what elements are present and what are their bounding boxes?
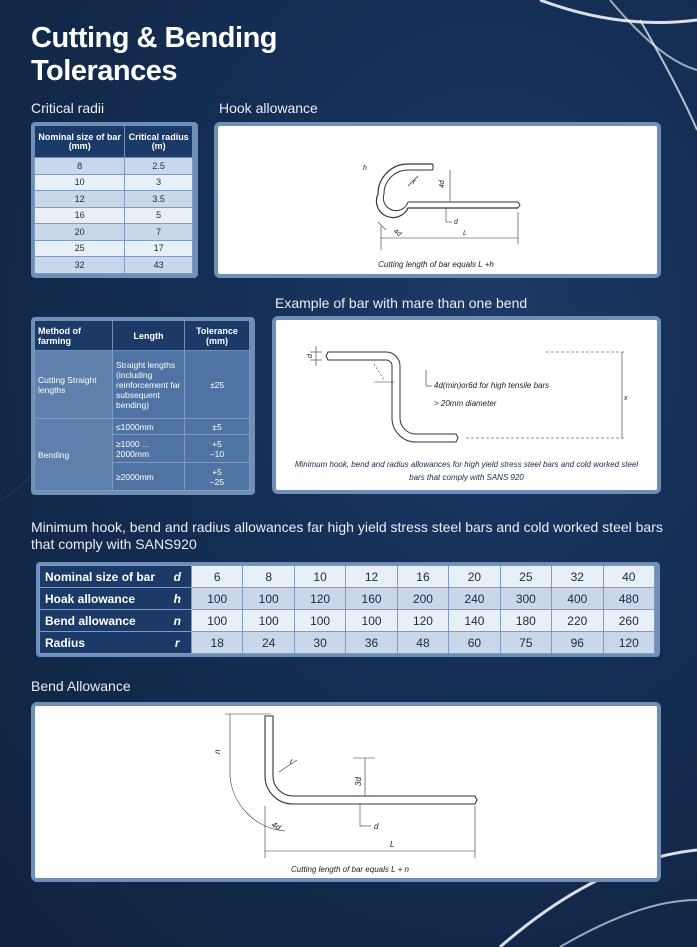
tol-bending-tol-3a: +5 xyxy=(212,466,222,477)
table-row xyxy=(35,191,193,208)
allowance-cell: 75 xyxy=(500,632,551,654)
title-line-1: Cutting & Bending xyxy=(31,22,278,54)
allowance-cell: 20 xyxy=(449,566,500,588)
radii-cell-size: 8 xyxy=(35,158,125,175)
allowance-cell: 25 xyxy=(500,566,551,588)
radii-cell-radius: 3 xyxy=(125,174,193,191)
allowance-cell: 160 xyxy=(346,588,397,610)
table-row xyxy=(35,207,193,224)
allowance-row-symbol: d xyxy=(164,566,192,588)
bend-allowance-diagram xyxy=(35,706,657,878)
tol-row-bending-1 xyxy=(35,419,250,435)
page-title xyxy=(31,22,351,88)
allowance-cell: 480 xyxy=(603,588,655,610)
allowance-cell: 96 xyxy=(552,632,603,654)
allowance-row-label: Nominal size of bar xyxy=(40,566,164,588)
allowance-cell: 260 xyxy=(603,610,655,632)
tol-bending-tol-3 xyxy=(185,463,250,491)
allowance-cell: 48 xyxy=(397,632,448,654)
radii-cell-radius: 7 xyxy=(125,224,193,241)
bend-dim-4d: 4d xyxy=(270,819,283,833)
hook-dim-d: d xyxy=(454,219,458,226)
bend-caption: Cutting length of bar equals L + n xyxy=(291,865,409,874)
allowance-cell: 16 xyxy=(397,566,448,588)
hook-dim-4d-b: 4d xyxy=(391,227,403,239)
allowance-cell: 24 xyxy=(243,632,294,654)
allowance-cell: 40 xyxy=(603,566,655,588)
tol-bending-tol-2 xyxy=(185,435,250,463)
hook-allowance-panel xyxy=(214,122,661,278)
tol-header-length: Length xyxy=(113,321,185,351)
table-row xyxy=(35,257,193,274)
allowance-cell: 200 xyxy=(397,588,448,610)
tol-header-method: Method of farming xyxy=(35,321,113,351)
hook-caption: Cutting length of bar equals L +h xyxy=(378,260,494,269)
tol-header-tolerance: Tolerance (mm) xyxy=(185,321,250,351)
radii-cell-size: 10 xyxy=(35,174,125,191)
radii-cell-radius: 5 xyxy=(125,207,193,224)
tol-bending-label: Bending xyxy=(35,419,113,491)
tol-cutting-label: Cutting Straight lengths xyxy=(35,351,113,419)
table-row xyxy=(40,588,655,610)
table-row xyxy=(35,224,193,241)
table-row xyxy=(40,632,655,654)
allowance-row-symbol: h xyxy=(164,588,192,610)
radii-cell-size: 25 xyxy=(35,240,125,257)
table-row xyxy=(40,610,655,632)
allowance-cell: 12 xyxy=(346,566,397,588)
tol-row-cutting xyxy=(35,351,250,419)
allowance-section-label: Minimum hook, bend and radius allowances far high yield stress steel bars and cold worked steel bars that comply with SANS920 xyxy=(31,519,663,552)
radii-header-size: Nominal size of bar (mm) xyxy=(35,126,125,158)
allowance-cell: 32 xyxy=(552,566,603,588)
radii-cell-size: 32 xyxy=(35,257,125,274)
allowance-row-label: Bend allowance xyxy=(40,610,164,632)
multi-bend-label: Example of bar with mare than one bend xyxy=(275,295,528,311)
radii-cell-size: 16 xyxy=(35,207,125,224)
tol-bending-tol-2a: +5 xyxy=(212,438,222,449)
allowance-cell: 60 xyxy=(449,632,500,654)
multi-bend-panel xyxy=(272,316,661,494)
allowance-cell: 100 xyxy=(243,588,294,610)
bend-dim-L: L xyxy=(390,840,395,849)
tol-bending-length-3: ≥2000mm xyxy=(113,463,185,491)
tolerance-table xyxy=(34,320,250,491)
hook-dim-L: L xyxy=(463,230,467,237)
allowance-cell: 120 xyxy=(294,588,345,610)
multi-note-2: > 20mm diameter xyxy=(434,399,497,408)
allowance-cell: 240 xyxy=(449,588,500,610)
table-row xyxy=(35,158,193,175)
multi-note-1: 4d(min)or6d for high tensile bars xyxy=(434,381,550,390)
allowance-cell: 100 xyxy=(243,610,294,632)
tolerance-panel xyxy=(31,317,255,495)
tol-bending-length-1: ≤1000mm xyxy=(113,419,185,435)
allowance-cell: 10 xyxy=(294,566,345,588)
allowance-cell: 300 xyxy=(500,588,551,610)
allowance-cell: 30 xyxy=(294,632,345,654)
allowance-panel xyxy=(36,562,660,657)
hook-dim-r: r xyxy=(413,179,416,186)
table-row xyxy=(35,174,193,191)
hook-allowance-diagram xyxy=(218,126,657,274)
table-row xyxy=(40,566,655,588)
bend-allowance-panel xyxy=(31,702,661,882)
hook-dim-4d: 4d xyxy=(439,180,446,188)
radii-cell-radius: 2.5 xyxy=(125,158,193,175)
critical-radii-panel xyxy=(31,122,198,278)
allowance-cell: 100 xyxy=(192,610,243,632)
tol-bending-tol-3b: –25 xyxy=(209,476,225,487)
tol-cutting-tol: ±25 xyxy=(185,351,250,419)
multi-dim-d: d xyxy=(307,354,314,358)
allowance-cell: 100 xyxy=(192,588,243,610)
multi-bend-caption: Minimum hook, bend and radius allowances for high yield stress steel bars and cold worked steel bars that comply with SANS 920 xyxy=(294,460,639,482)
tol-bending-tol-2b: –10 xyxy=(209,448,225,459)
hook-allowance-label: Hook allowance xyxy=(219,100,318,116)
allowance-row-symbol: r xyxy=(164,632,192,654)
allowance-cell: 8 xyxy=(243,566,294,588)
title-line-2: Tolerances xyxy=(31,55,177,87)
tol-bending-length-2: ≥1000 ... 2000mm xyxy=(113,435,185,463)
allowance-cell: 400 xyxy=(552,588,603,610)
bend-dim-d: d xyxy=(374,822,379,831)
allowance-cell: 36 xyxy=(346,632,397,654)
allowance-cell: 100 xyxy=(294,610,345,632)
allowance-row-label: Hoak allowance xyxy=(40,588,164,610)
allowance-cell: 220 xyxy=(552,610,603,632)
bend-allowance-label: Bend Allowance xyxy=(31,678,131,694)
table-row xyxy=(35,240,193,257)
allowance-cell: 120 xyxy=(603,632,655,654)
critical-radii-table xyxy=(34,125,193,274)
allowance-cell: 120 xyxy=(397,610,448,632)
allowance-cell: 140 xyxy=(449,610,500,632)
allowance-row-symbol: n xyxy=(164,610,192,632)
allowance-cell: 18 xyxy=(192,632,243,654)
radii-cell-radius: 43 xyxy=(125,257,193,274)
hook-dim-h: h xyxy=(363,165,367,172)
radii-cell-size: 20 xyxy=(35,224,125,241)
allowance-cell: 6 xyxy=(192,566,243,588)
tol-bending-tol-1: ±5 xyxy=(185,419,250,435)
allowance-row-label: Radius xyxy=(40,632,164,654)
allowance-table xyxy=(39,565,655,654)
radii-header-radius: Critical radius (m) xyxy=(125,126,193,158)
bend-dim-3d: 3d xyxy=(354,777,363,786)
radii-cell-size: 12 xyxy=(35,191,125,208)
allowance-cell: 100 xyxy=(346,610,397,632)
allowance-cell: 180 xyxy=(500,610,551,632)
bend-dim-r: r xyxy=(290,757,293,766)
critical-radii-label: Critical radii xyxy=(31,100,105,116)
radii-cell-radius: 3.5 xyxy=(125,191,193,208)
multi-dim-x: x xyxy=(624,395,628,402)
radii-cell-radius: 17 xyxy=(125,240,193,257)
bend-dim-n: n xyxy=(213,749,222,754)
tol-cutting-length: Straight lengths (including reinforcement far subsequent bending) xyxy=(113,351,185,419)
